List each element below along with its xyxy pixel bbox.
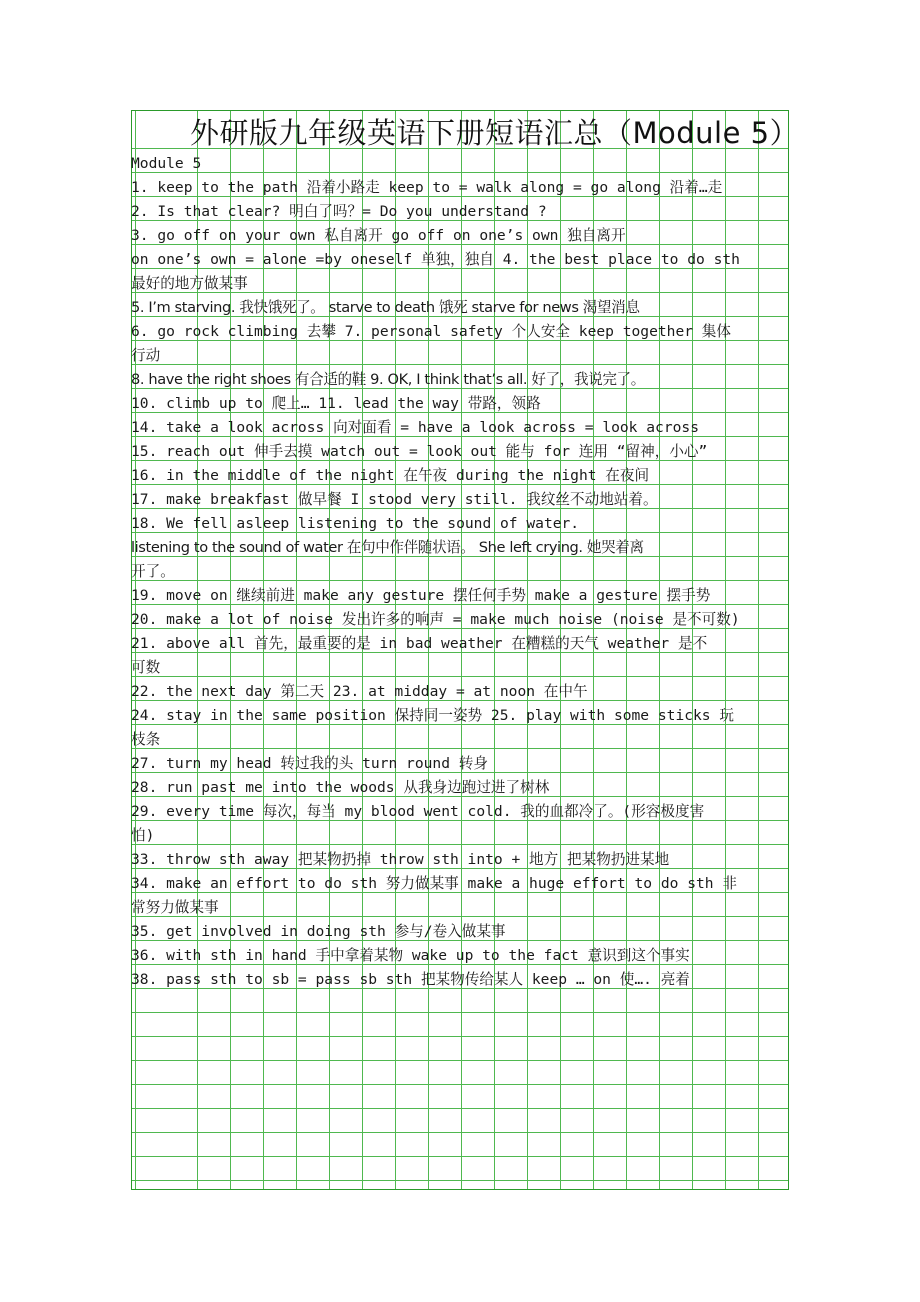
phrase-line: 19. move on 继续前进 make any gesture 摆任何手势 make a gesture 摆手势 <box>131 587 711 604</box>
phrase-line: 2. Is that clear? 明白了吗？= Do you understand ? <box>131 203 547 220</box>
phrase-line: 17. make breakfast 做早餐 I stood very still. 我纹丝不动地站着。 <box>131 491 658 508</box>
phrase-line: 21. above all 首先，最重要的是 in bad weather 在糟糕的天气 weather 是不 <box>131 635 708 652</box>
phrase-line: 33. throw sth away 把某物扔掉 throw sth into + 地方 把某物扔进某地 <box>131 851 670 868</box>
phrase-line: 29. every time 每次，每当 my blood went cold. 我的血都冷了。(形容极度害 <box>131 803 705 820</box>
phrase-line: 16. in the middle of the night 在午夜 during the night 在夜间 <box>131 467 650 484</box>
phrase-line: 15. reach out 伸手去摸 watch out = look out 能与 for 连用 “留神，小心” <box>131 443 708 460</box>
phrase-line: 18. We fell asleep listening to the sound of water. <box>131 515 580 532</box>
phrase-line: 1. keep to the path 沿着小路走 keep to = walk along = go along 沿着…走 <box>131 179 723 196</box>
phrase-line: 38. pass sth to sb = pass sb sth 把某物传给某人 keep … on 使…. 亮着 <box>131 971 690 988</box>
phrase-line: 开了。 <box>131 563 175 580</box>
phrase-list <box>131 152 740 992</box>
phrase-line: 10. climb up to 爬上… 11. lead the way 带路，领路 <box>131 395 541 412</box>
phrase-line: 可数 <box>131 659 161 676</box>
phrase-line: 最好的地方做某事 <box>131 275 248 292</box>
phrase-line: 8. have the right shoes 有合适的鞋 9. OK, I think that’s all. 好了，我说完了。 <box>131 371 645 388</box>
phrase-line: 24. stay in the same position 保持同一姿势 25. play with some sticks 玩 <box>131 707 734 724</box>
phrase-line: 行动 <box>131 347 161 364</box>
phrase-line: listening to the sound of water 在句中作伴随状语。 She left crying. 她哭着离 <box>131 539 644 556</box>
phrase-line: 34. make an effort to do sth 努力做某事 make a huge effort to do sth 非 <box>131 875 737 892</box>
phrase-line: 36. with sth in hand 手中拿着某物 wake up to the fact 意识到这个事实 <box>131 947 690 964</box>
phrase-line: on one’s own = alone =by oneself 单独，独自 4. the best place to do sth <box>131 251 740 268</box>
phrase-line: 枝条 <box>131 731 161 748</box>
phrase-line: 22. the next day 第二天 23. at midday = at noon 在中午 <box>131 683 588 700</box>
phrase-line: 35. get involved in doing sth 参与/卷入做某事 <box>131 923 506 940</box>
phrase-line: 怕) <box>131 827 155 844</box>
module-heading: Module 5 <box>131 155 202 172</box>
phrase-line: 14. take a look across 向对面看 = have a look across = look across <box>131 419 699 436</box>
phrase-line: 20. make a lot of noise 发出许多的响声 = make much noise (noise 是不可数) <box>131 611 740 628</box>
phrase-line: 5. I’m starving. 我快饿死了。 starve to death 饿死 starve for news 渴望消息 <box>131 299 640 316</box>
document-title: 外研版九年级英语下册短语汇总（Module 5） <box>190 116 800 150</box>
phrase-line: 3. go off on your own 私自离开 go off on one’s own 独自离开 <box>131 227 626 244</box>
phrase-line: 常努力做某事 <box>131 899 219 916</box>
phrase-line: 27. turn my head 转过我的头 turn round 转身 <box>131 755 488 772</box>
phrase-line: 28. run past me into the woods 从我身边跑过进了树林 <box>131 779 550 796</box>
phrase-line: 6. go rock climbing 去攀 7. personal safety 个人安全 keep together 集体 <box>131 323 731 340</box>
